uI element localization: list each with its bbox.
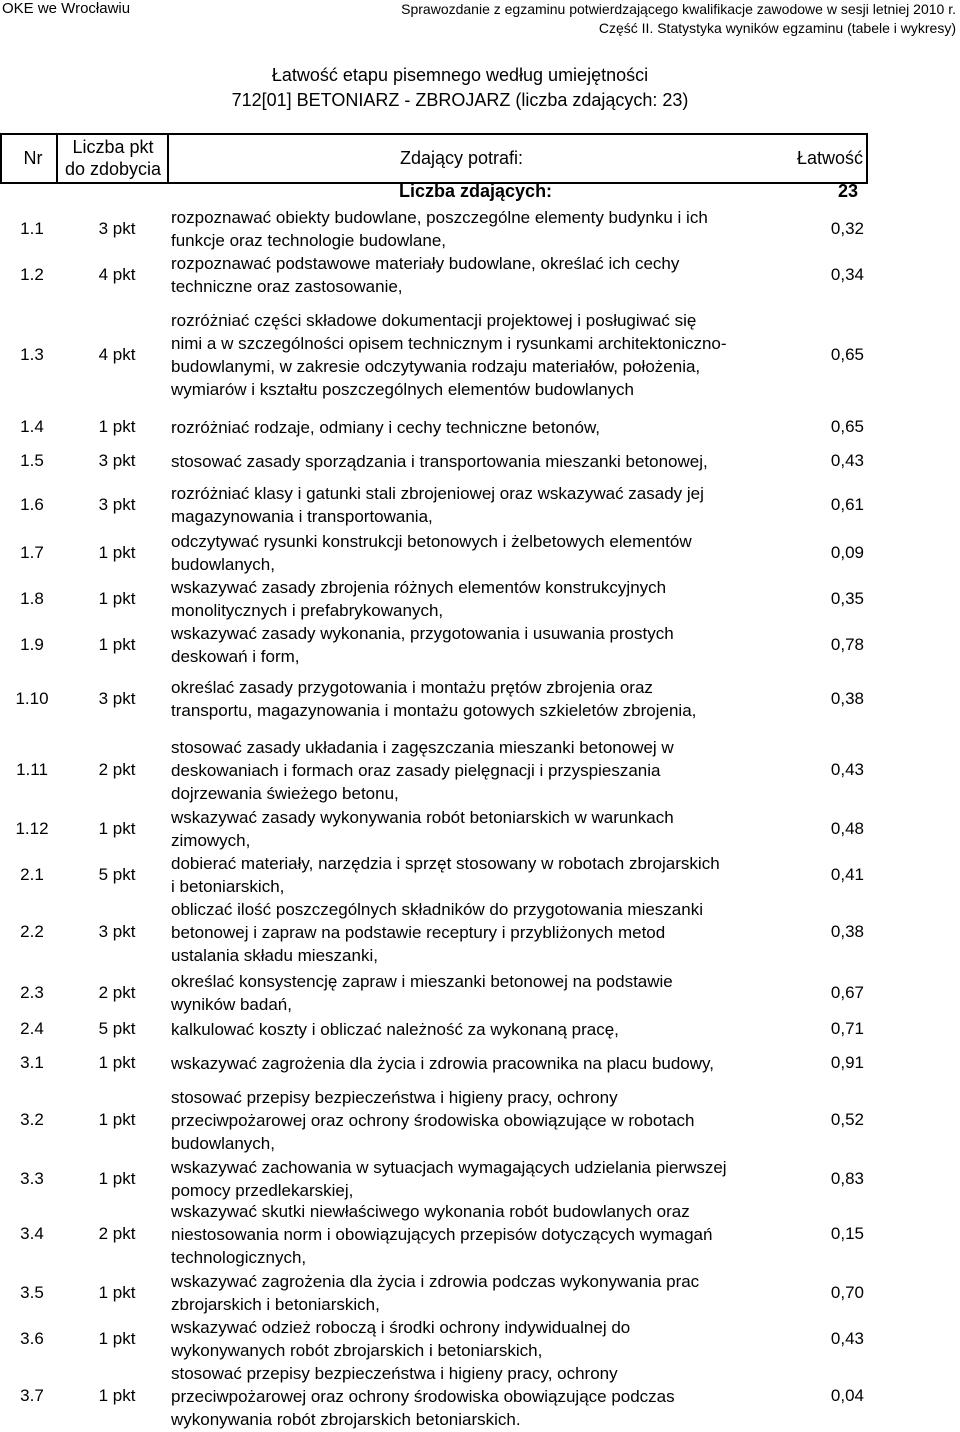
- row-ease-value: 0,83: [830, 1169, 864, 1188]
- row-skill-text: [171, 1052, 791, 1075]
- row-number: 3.4: [20, 1224, 44, 1243]
- row-number: 1.6: [20, 495, 44, 514]
- row-number: 3.2: [20, 1110, 44, 1129]
- row-skill-line: wskazywać zasady wykonywania robót betoniarskich w warunkach: [171, 808, 674, 827]
- row-skill-text: [171, 970, 791, 1016]
- table-row: [0, 806, 960, 852]
- row-number: 2.1: [20, 865, 44, 884]
- row-skill-text: [171, 898, 791, 967]
- row-skill-line: zbrojarskich i betoniarskich,: [171, 1295, 380, 1314]
- table-row: [0, 412, 960, 442]
- row-skill-text: [171, 576, 791, 622]
- row-points: 1 pkt: [98, 635, 136, 654]
- row-skill-line: wskazywać zagrożenia dla życia i zdrowia pracownika na placu budowy,: [171, 1053, 715, 1073]
- page-title: Łatwość etapu pisemnego według umiejętności: [271, 65, 649, 85]
- header-report-title: Sprawozdanie z egzaminu potwierdzającego kwalifikacje zawodowe w sesji letniej 2010 r.: [401, 1, 956, 17]
- row-ease-value: 0,32: [830, 219, 864, 238]
- row-skill-text: [171, 1156, 791, 1202]
- row-number: 1.3: [20, 345, 44, 364]
- table-row: [0, 1086, 960, 1154]
- row-points: 1 pkt: [98, 1110, 136, 1129]
- table-row: [0, 1200, 960, 1268]
- row-points: 2 pkt: [98, 760, 136, 779]
- row-skill-line: betonowej i zapraw na podstawie receptury i przybliżonych metod: [171, 922, 666, 942]
- row-number: 1.1: [20, 219, 44, 238]
- row-skill-line: stosować zasady sporządzania i transportowania mieszanki betonowej,: [171, 451, 708, 471]
- table-row: [0, 310, 960, 400]
- row-number: 3.6: [20, 1329, 44, 1348]
- row-skill-line: zimowych,: [171, 831, 251, 850]
- row-points: 3 pkt: [98, 495, 136, 514]
- table-row: [0, 852, 960, 898]
- row-number: 3.3: [20, 1169, 44, 1188]
- table-row: [0, 622, 960, 668]
- candidate-count-label: Liczba zdających:: [399, 181, 553, 201]
- row-skill-line: przeciwpożarowej oraz ochrony środowiska obowiązujące podczas: [171, 1386, 675, 1406]
- candidate-count-value: 23: [838, 181, 859, 201]
- row-points: 1 pkt: [98, 1329, 136, 1348]
- row-ease-value: 0,91: [830, 1053, 864, 1072]
- row-points: 5 pkt: [98, 865, 136, 884]
- row-ease-value: 0,43: [830, 451, 864, 470]
- table-row: [0, 898, 960, 966]
- row-ease-value: 0,65: [830, 345, 864, 364]
- row-skill-text: [171, 676, 791, 722]
- row-skill-line: przeciwpożarowej oraz ochrony środowiska obowiązujące w robotach: [171, 1110, 695, 1130]
- row-skill-line: ustalania składu mieszanki,: [171, 945, 378, 965]
- row-points: 1 pkt: [98, 1386, 136, 1405]
- row-number: 1.4: [20, 417, 44, 436]
- row-ease-value: 0,65: [830, 417, 864, 436]
- row-points: 1 pkt: [98, 417, 136, 436]
- row-points: 4 pkt: [98, 265, 136, 284]
- row-skill-line: stosować przepisy bezpieczeństwa i higieny pracy, ochrony: [171, 1363, 618, 1383]
- table-row: [0, 1362, 960, 1430]
- row-points: 2 pkt: [98, 983, 136, 1002]
- row-points: 1 pkt: [98, 589, 136, 608]
- row-ease-value: 0,70: [830, 1283, 864, 1302]
- row-number: 1.9: [20, 635, 44, 654]
- row-skill-line: wskazywać zagrożenia dla życia i zdrowia podczas wykonywania prac: [171, 1272, 700, 1291]
- row-ease-value: 0,43: [830, 1329, 864, 1348]
- row-skill-text: [171, 450, 791, 473]
- row-skill-text: [171, 252, 791, 298]
- row-skill-line: wskazywać zasady zbrojenia różnych elementów konstrukcyjnych: [171, 578, 667, 597]
- row-skill-text: [171, 806, 791, 852]
- row-points: 2 pkt: [98, 1224, 136, 1243]
- row-ease-value: 0,48: [830, 819, 864, 838]
- table-row: [0, 676, 960, 722]
- row-number: 3.5: [20, 1283, 44, 1302]
- row-points: 3 pkt: [98, 219, 136, 238]
- row-skill-line: stosować zasady układania i zagęszczania mieszanki betonowej w: [171, 737, 674, 757]
- row-skill-text: [171, 852, 791, 898]
- row-ease-value: 0,34: [830, 265, 864, 284]
- row-points: 3 pkt: [98, 689, 136, 708]
- row-ease-value: 0,43: [830, 760, 864, 779]
- table-row: [0, 252, 960, 298]
- row-ease-value: 0,38: [830, 689, 864, 708]
- row-ease-value: 0,38: [830, 922, 864, 941]
- table-row: [0, 530, 960, 576]
- row-ease-value: 0,78: [830, 635, 864, 654]
- row-ease-value: 0,09: [830, 543, 864, 562]
- column-header-points: [58, 136, 168, 180]
- row-ease-value: 0,41: [830, 865, 864, 884]
- row-skill-line: określać zasady przygotowania i montażu prętów zbrojenia oraz: [171, 678, 653, 697]
- row-skill-text: [171, 1086, 791, 1155]
- row-skill-line: funkcje oraz technologie budowlane,: [171, 231, 447, 250]
- table-row: [0, 446, 960, 476]
- row-skill-line: transportu, magazynowania i montażu gotowych szkieletów zbrojenia,: [171, 701, 697, 720]
- column-header-points-line1: Liczba pkt: [72, 137, 154, 157]
- row-skill-line: monolitycznych i prefabrykowanych,: [171, 601, 444, 620]
- column-header-points-line2: do zdobycia: [64, 159, 162, 179]
- table-row: [0, 1270, 960, 1316]
- table-row: [0, 1048, 960, 1078]
- table-row: [0, 1316, 960, 1362]
- row-ease-value: 0,15: [830, 1224, 864, 1243]
- row-skill-line: wskazywać odzież roboczą i środki ochrony indywidualnej do: [171, 1318, 631, 1337]
- column-header-nr: Nr: [23, 148, 43, 168]
- row-number: 1.2: [20, 265, 44, 284]
- row-number: 2.2: [20, 922, 44, 941]
- row-skill-line: nimi a w szczególności opisem technicznym i rysunkami architektoniczno-: [171, 334, 727, 353]
- row-ease-value: 0,04: [830, 1386, 864, 1405]
- row-skill-line: wyników badań,: [171, 995, 292, 1014]
- row-skill-line: wskazywać zasady wykonania, przygotowania i usuwania prostych: [171, 624, 674, 643]
- row-skill-line: magazynowania i transportowania,: [171, 507, 433, 526]
- table-row: [0, 482, 960, 528]
- row-skill-text: [171, 1362, 791, 1431]
- row-skill-line: wskazywać zachowania w sytuacjach wymagających udzielania pierwszej: [171, 1158, 727, 1177]
- row-ease-value: 0,35: [830, 589, 864, 608]
- row-skill-line: rozróżniać rodzaje, odmiany i cechy techniczne betonów,: [171, 417, 601, 437]
- row-skill-line: rozróżniać części składowe dokumentacji projektowej i posługiwać się: [171, 311, 697, 330]
- table-row: [0, 206, 960, 252]
- header-left-border: [0, 133, 2, 184]
- row-skill-text: [171, 1200, 791, 1269]
- row-skill-line: budowlanych,: [171, 1133, 275, 1153]
- row-skill-text: [171, 1270, 791, 1316]
- row-skill-text: [171, 206, 791, 252]
- row-points: 5 pkt: [98, 1019, 136, 1038]
- page-subtitle: 712[01] BETONIARZ - ZBROJARZ (liczba zdających: 23): [231, 90, 689, 110]
- row-number: 1.12: [15, 819, 49, 838]
- table-row: [0, 736, 960, 804]
- table-row: [0, 970, 960, 1016]
- row-skill-line: budowlanych,: [171, 555, 275, 574]
- column-header-ease: Łatwość: [796, 148, 864, 168]
- row-skill-line: stosować przepisy bezpieczeństwa i higieny pracy, ochrony: [171, 1087, 618, 1107]
- table-row: [0, 1156, 960, 1202]
- table-row: [0, 576, 960, 622]
- row-number: 3.1: [20, 1053, 44, 1072]
- row-skill-line: dojrzewania świeżego betonu,: [171, 783, 399, 803]
- row-skill-text: [171, 622, 791, 668]
- row-skill-line: wykonywania robót zbrojarskich betoniarskich.: [171, 1409, 521, 1429]
- row-ease-value: 0,67: [830, 983, 864, 1002]
- row-skill-line: rozpoznawać podstawowe materiały budowlane, określać ich cechy: [171, 254, 680, 273]
- row-skill-text: [171, 482, 791, 528]
- row-skill-line: technologicznych,: [171, 1247, 307, 1267]
- row-number: 1.5: [20, 451, 44, 470]
- table-row: [0, 1014, 960, 1044]
- row-points: 1 pkt: [98, 543, 136, 562]
- row-points: 1 pkt: [98, 1053, 136, 1072]
- row-skill-text: [171, 1316, 791, 1362]
- row-points: 1 pkt: [98, 819, 136, 838]
- row-skill-line: określać konsystencję zapraw i mieszanki betonowej na podstawie: [171, 972, 673, 991]
- row-number: 2.4: [20, 1019, 44, 1038]
- row-number: 3.7: [20, 1386, 44, 1405]
- row-skill-line: pomocy przedlekarskiej,: [171, 1181, 354, 1200]
- column-header-skill: Zdający potrafi:: [400, 148, 524, 168]
- row-number: 1.8: [20, 589, 44, 608]
- row-skill-line: dobierać materiały, narzędzia i sprzęt stosowany w robotach zbrojarskich: [171, 854, 720, 873]
- row-number: 1.10: [15, 689, 49, 708]
- row-skill-line: kalkulować koszty i obliczać należność za wykonaną pracę,: [171, 1019, 619, 1039]
- row-skill-line: obliczać ilość poszczególnych składników do przygotowania mieszanki: [171, 899, 703, 919]
- row-skill-line: niestosowania norm i obowiązujących przepisów dotyczących wymagań: [171, 1224, 713, 1244]
- row-skill-line: wskazywać skutki niewłaściwego wykonania robót budowlanych oraz: [171, 1201, 690, 1221]
- row-skill-line: deskowaniach i formach oraz zasady pielęgnacji i przyspieszania: [171, 760, 661, 780]
- row-skill-line: rozróżniać klasy i gatunki stali zbrojeniowej oraz wskazywać zasady jej: [171, 484, 704, 503]
- header-report-part: Część II. Statystyka wyników egzaminu (tabele i wykresy): [598, 20, 956, 36]
- row-skill-line: wykonywanych robót zbrojarskich i betoniarskich,: [171, 1341, 543, 1360]
- row-skill-text: [171, 1018, 791, 1041]
- row-ease-value: 0,52: [830, 1110, 864, 1129]
- row-skill-line: rozpoznawać obiekty budowlane, poszczególne elementy budynku i ich: [171, 208, 708, 227]
- row-skill-line: budowlanymi, w zakresie odczytywania rodzaju materiałów, położenia,: [171, 357, 701, 376]
- row-skill-text: [171, 736, 791, 805]
- row-points: 3 pkt: [98, 922, 136, 941]
- header-org: OKE we Wrocławiu: [2, 0, 131, 17]
- row-skill-text: [171, 309, 791, 401]
- row-ease-value: 0,61: [830, 495, 864, 514]
- row-number: 2.3: [20, 983, 44, 1002]
- row-points: 3 pkt: [98, 451, 136, 470]
- row-skill-line: deskowań i form,: [171, 647, 300, 666]
- row-points: 1 pkt: [98, 1283, 136, 1302]
- row-skill-line: i betoniarskich,: [171, 877, 285, 896]
- row-points: 4 pkt: [98, 345, 136, 364]
- row-skill-text: [171, 416, 791, 439]
- row-skill-line: wymiarów i kształtu poszczególnych elementów budowlanych: [171, 380, 634, 399]
- row-skill-line: techniczne oraz zastosowanie,: [171, 277, 403, 296]
- table-top-border: [0, 133, 868, 135]
- row-number: 1.11: [16, 760, 48, 779]
- row-number: 1.7: [20, 543, 44, 562]
- row-points: 1 pkt: [98, 1169, 136, 1188]
- row-skill-line: odczytywać rysunki konstrukcji betonowych i żelbetowych elementów: [171, 532, 692, 551]
- row-skill-text: [171, 530, 791, 576]
- row-ease-value: 0,71: [830, 1019, 864, 1038]
